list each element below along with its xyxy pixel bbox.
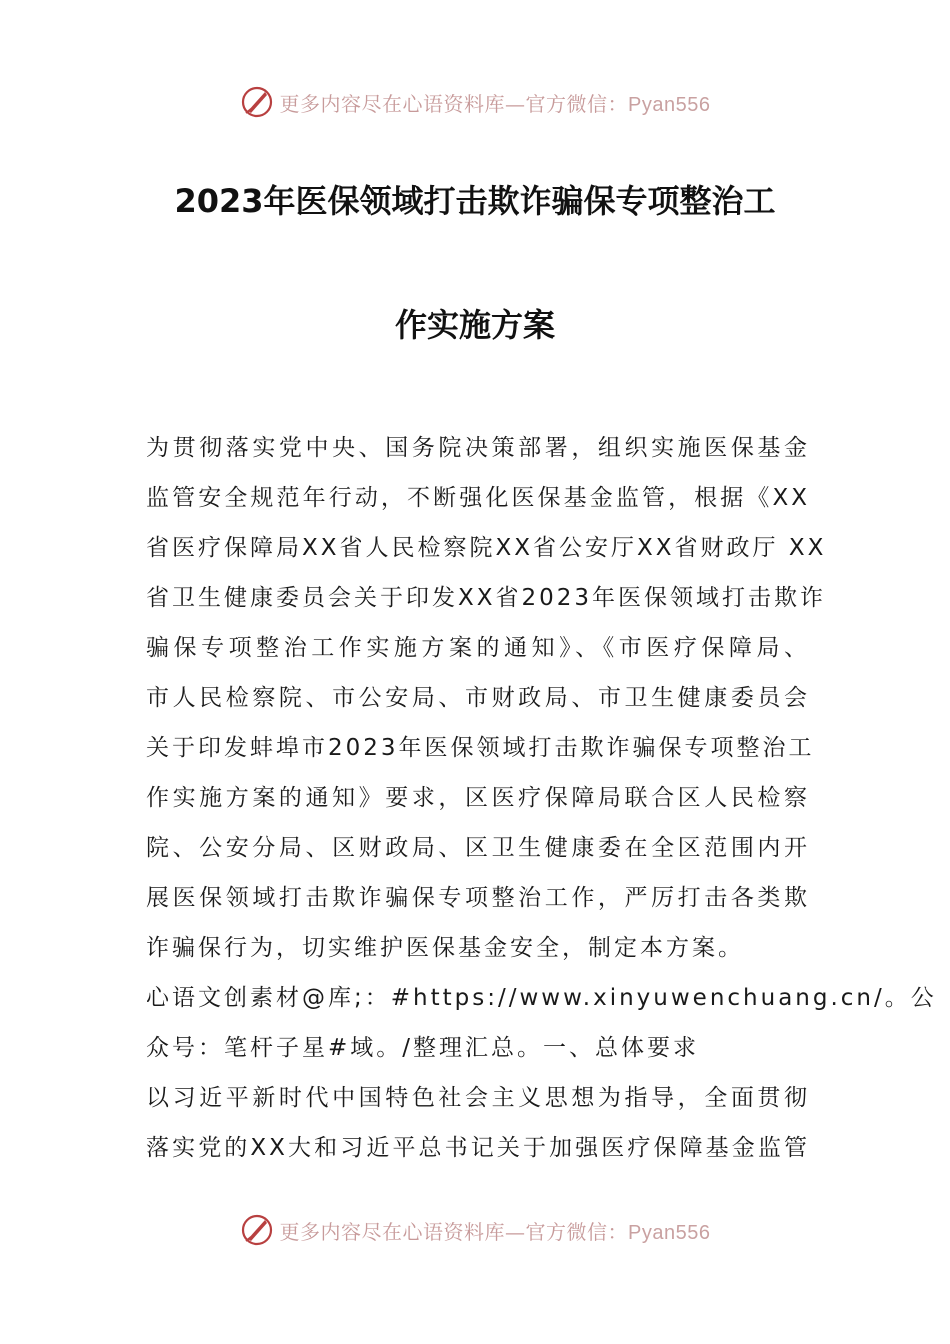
body-line: 省医疗保障局XX省人民检察院XX省公安厅XX省财政厅 XX [146,535,827,561]
body-line: 骗保专项整治工作实施方案的通知》、《市医疗保障局、 [146,635,810,661]
body-line: 展医保领域打击欺诈骗保专项整治工作，严厉打击各类欺 [146,885,810,911]
body-line: 心语文创素材@库;：#https://www.xinyuwenchuang.cn/。公 [146,985,937,1011]
body-line: 省卫生健康委员会关于印发XX省2023年医保领域打击欺诈 [146,585,827,611]
body-line: 以习近平新时代中国特色社会主义思想为指导，全面贯彻 [146,1085,810,1111]
body-line: 落实党的XX大和习近平总书记关于加强医疗保障基金监管 [146,1135,810,1161]
body-line: 众号：笔杆子星#域。/整理汇总。一、总体要求 [146,1035,700,1061]
header-watermark [0,82,950,122]
body-line: 为贯彻落实党中央、国务院决策部署，组织实施医保基金 [146,435,810,461]
footer-watermark [0,1210,950,1250]
watermark-text: 更多内容尽在心语资料库—官方微信：Pyan556 [279,91,711,116]
quill-pen-logo-icon [240,85,274,119]
document-title-line-2: 作实施方案 [394,306,555,344]
quill-pen-logo-icon [240,1213,274,1247]
body-line: 市人民检察院、市公安局、市财政局、市卫生健康委员会 [146,685,810,711]
body-line: 关于印发蚌埠市2023年医保领域打击欺诈骗保专项整治工 [146,735,815,761]
document-title-line-1: 2023年医保领域打击欺诈骗保专项整治工 [174,182,776,220]
body-line: 诈骗保行为，切实维护医保基金安全，制定本方案。 [146,935,744,961]
document-body [146,428,937,1178]
body-line: 院、公安分局、区财政局、区卫生健康委在全区范围内开 [146,835,810,861]
body-line: 监管安全规范年行动，不断强化医保基金监管，根据《XX [146,485,810,511]
body-line: 作实施方案的通知》要求，区医疗保障局联合区人民检察 [146,785,810,811]
watermark-text: 更多内容尽在心语资料库—官方微信：Pyan556 [279,1219,711,1244]
